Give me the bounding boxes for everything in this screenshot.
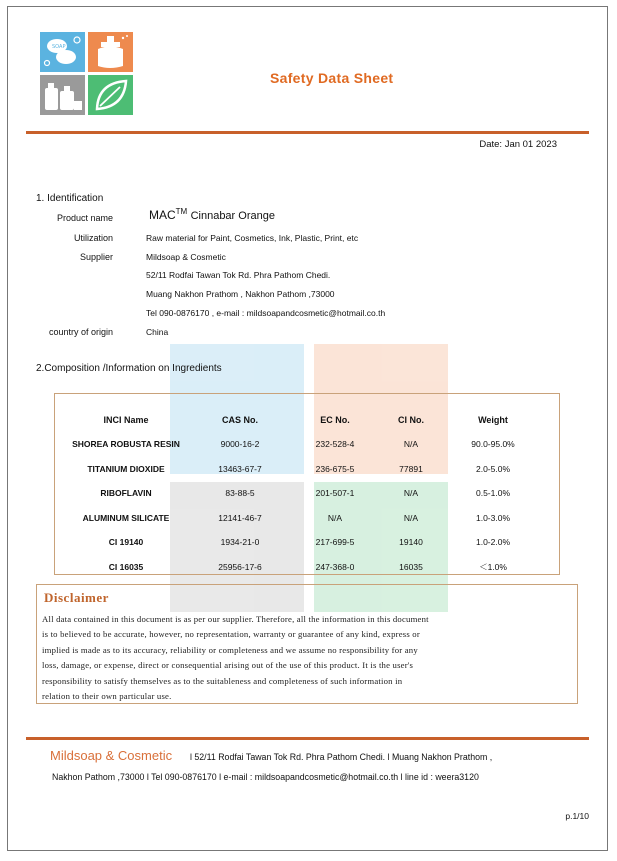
page-number: p.1/10 bbox=[565, 811, 589, 821]
table-row bbox=[60, 530, 546, 555]
ci-cell: 77891 bbox=[399, 463, 423, 474]
disclaimer-text bbox=[42, 612, 572, 704]
table-header-row bbox=[60, 408, 546, 432]
inci-name-cell: RIBOFLAVIN bbox=[100, 488, 152, 499]
footer-rule bbox=[26, 737, 589, 740]
supplier-line: Muang Nakhon Prathom , Nakhon Pathom ,73000 bbox=[146, 289, 335, 299]
disclaimer-line: implied is made as to its accuracy, reliability or completeness and we assume no responsibility for any bbox=[42, 644, 418, 655]
weight-cell: 2.0-5.0% bbox=[475, 463, 511, 474]
inci-name-cell: CI 16035 bbox=[108, 561, 144, 572]
ec-cell: 236-675-5 bbox=[315, 463, 355, 474]
disclaimer-line: is to believed to be accurate, however, no representation, warranty or guarantee of any kind, express or bbox=[42, 629, 420, 640]
product-name bbox=[149, 207, 275, 222]
column-header: INCI Name bbox=[103, 415, 149, 425]
ec-cell: 217-699-5 bbox=[315, 537, 355, 548]
table-row bbox=[60, 432, 546, 457]
weight-cell: 1.0-2.0% bbox=[475, 537, 511, 548]
weight-cell: 90.0-95.0% bbox=[471, 439, 515, 450]
logo-soap-text: SOAP bbox=[52, 44, 66, 50]
column-header: EC No. bbox=[320, 415, 350, 425]
footer-company-name: Mildsoap & Cosmetic bbox=[50, 748, 173, 763]
cas-cell: 13463-67-7 bbox=[218, 463, 262, 474]
product-name-value: Cinnabar Orange bbox=[190, 210, 275, 222]
disclaimer-line: responsibility to satisfy themselves as to the suitableness and completeness of such information in bbox=[42, 675, 403, 686]
document-title: Safety Data Sheet bbox=[270, 70, 394, 86]
inci-name-cell: ALUMINUM SILICATE bbox=[82, 512, 170, 523]
composition-table bbox=[60, 408, 546, 579]
weight-cell: 0.5-1.0% bbox=[475, 488, 511, 499]
spray-bottle-icon bbox=[88, 32, 133, 72]
column-header: CI No. bbox=[398, 415, 424, 425]
disclaimer-line: loss, damage, or expense, direct or consequential arising out of the use of this product. It is the user's bbox=[42, 660, 414, 671]
supplier-line: Mildsoap & Cosmetic bbox=[146, 252, 226, 262]
ec-cell: N/A bbox=[327, 512, 343, 523]
weight-cell: ＜1.0% bbox=[479, 561, 507, 572]
disclaimer-line: All data contained in this document is as per our supplier. Therefore, all the information in this document bbox=[42, 614, 429, 624]
country-of-origin-value: China bbox=[146, 327, 169, 337]
ci-cell: 19140 bbox=[399, 537, 423, 548]
ec-cell: 232-528-4 bbox=[315, 439, 355, 450]
company-logo bbox=[40, 32, 134, 116]
disclaimer-line: relation to their own particular use. bbox=[42, 691, 172, 702]
inci-name-cell: CI 19140 bbox=[108, 537, 144, 548]
table-row bbox=[60, 555, 546, 580]
ec-cell: 247-368-0 bbox=[315, 561, 355, 572]
cas-cell: 12141-46-7 bbox=[218, 512, 262, 523]
product-brand: MAC bbox=[149, 208, 176, 222]
ci-cell: N/A bbox=[403, 439, 419, 450]
supplier-line: 52/11 Rodfai Tawan Tok Rd. Phra Pathom Chedi. bbox=[146, 270, 331, 280]
cas-cell: 1934-21-0 bbox=[220, 537, 260, 548]
footer-contact-line: Nakhon Pathom ,73000 l Tel 090-0876170 l e-mail : mildsoapandcosmetic@hotmail.co.th l line id : weera3120 bbox=[52, 772, 479, 782]
table-row bbox=[60, 457, 546, 482]
utilization-label: Utilization bbox=[73, 233, 113, 243]
leaf-icon bbox=[88, 75, 133, 115]
cas-cell: 9000-16-2 bbox=[220, 439, 260, 450]
document-date: Date: Jan 01 2023 bbox=[479, 139, 557, 150]
inci-name-cell: SHOREA ROBUSTA RESIN bbox=[72, 439, 180, 450]
supplier-line: Tel 090-0876170 , e-mail : mildsoapandcosmetic@hotmail.co.th bbox=[146, 308, 386, 318]
ci-cell: N/A bbox=[403, 512, 419, 523]
utilization-value: Raw material for Paint, Cosmetics, Ink, Plastic, Print, etc bbox=[146, 233, 359, 243]
ci-cell: N/A bbox=[403, 488, 419, 499]
cosmetic-bottles-icon bbox=[40, 75, 85, 115]
soap-bars-icon bbox=[40, 32, 85, 72]
weight-cell: 1.0-3.0% bbox=[475, 512, 511, 523]
supplier-label: Supplier bbox=[79, 252, 113, 262]
column-header: Weight bbox=[478, 415, 508, 425]
column-header: CAS No. bbox=[222, 415, 258, 425]
footer-address-line: l 52/11 Rodfai Tawan Tok Rd. Phra Pathom Chedi. l Muang Nakhon Prathom , bbox=[190, 752, 493, 762]
section-composition-heading: 2.Composition /Information on Ingredients bbox=[36, 363, 222, 374]
table-row bbox=[60, 506, 546, 531]
disclaimer-title: Disclaimer bbox=[44, 590, 109, 605]
cas-cell: 25956-17-6 bbox=[218, 561, 262, 572]
inci-name-cell: TITANIUM DIOXIDE bbox=[87, 463, 165, 474]
ec-cell: 201-507-1 bbox=[315, 488, 355, 499]
ci-cell: 16035 bbox=[399, 561, 423, 572]
country-of-origin-label: country of origin bbox=[48, 327, 113, 337]
trademark-symbol: TM bbox=[175, 207, 188, 216]
section-identification-heading: 1. Identification bbox=[36, 193, 104, 204]
product-name-label: Product name bbox=[56, 213, 113, 223]
header-rule bbox=[26, 131, 589, 134]
cas-cell: 83-88-5 bbox=[225, 488, 255, 499]
table-row bbox=[60, 481, 546, 506]
